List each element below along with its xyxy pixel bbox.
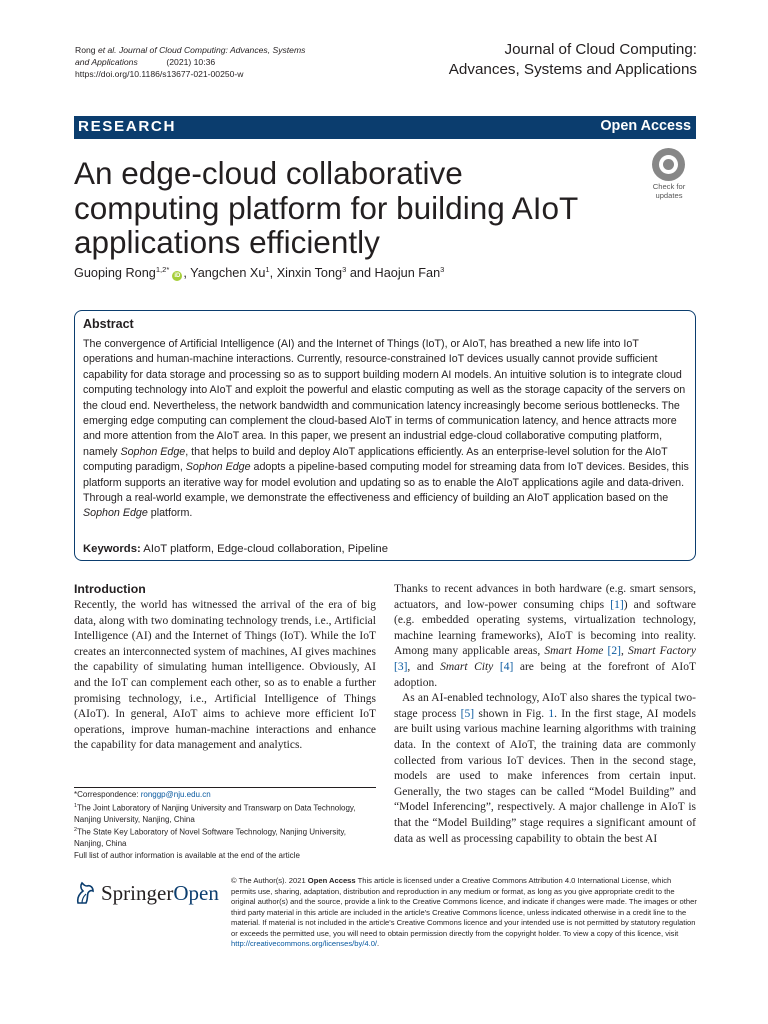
citation-etal: et al. <box>97 45 117 55</box>
abstract-heading: Abstract <box>83 317 134 331</box>
journal-name-line-2: Advances, Systems and Applications <box>448 61 697 78</box>
keywords-line <box>83 543 388 555</box>
author-affiliation-sup: 3 <box>440 265 445 274</box>
author-name[interactable]: Guoping Rong <box>74 266 156 281</box>
journal-name-line-1: Journal of Cloud Computing: <box>504 41 697 58</box>
abstract-text: The convergence of Artificial Intelligence (AI) and the Internet of Things (IoT), or AIoT, has breathed a new life into IoT operations and human-machine interactions. Currently, resource-constrained IoT devices usually cannot provide sufficient capability for data storage and processing so as to support building modern AI models. An intuitive solution is to integrate cloud computing technology into AIoT and exploit the powerful and elastic computing as well as the storage capacity of the servers on the cloud end. Nevertheless, the network bandwidth and communication latency increasingly become serious bottlenecks. The emerging edge computing can complement the cloud-based AIoT in terms of communication latency, and hence attracts more and more attention from the AIoT area. In this paper, we present an industrial edge-cloud collaborative computing platform, namely Sophon Edge, that helps to build and deploy AIoT applications efficiently. As an enterprise-level solution for the AIoT computing paradigm, Sophon Edge adopts a pipeline-based computing model for streaming data from IoT devices. Besides, this platform supports an iterative way for model evolution and updating so as to enable the AIoT applications agile and data-driven. Through a real-world example, we demonstrate the effectiveness and efficiency of building an AIoT application based on the Sophon Edge platform. <box>83 338 689 520</box>
paragraph: Thanks to recent advances in both hardware (e.g. smart sensors, actuators, and low-power consuming chips [1]) and software (e.g. embedded operating systems, virtualization technology, machine learning frameworks), AIoT is becoming into reality. Among many applicable areas, Smart Home [2], Smart Factory [3], and Smart City [4] are being at the forefront of AIoT adoption. <box>394 583 696 689</box>
figure-link[interactable]: 1 <box>548 707 555 720</box>
author-name[interactable]: Xinxin Tong <box>276 266 343 281</box>
check-badge-line-1: Check for <box>652 182 686 191</box>
author-separator: , <box>269 266 277 281</box>
footnotes <box>74 789 376 861</box>
author-name[interactable]: Yangchen Xu <box>190 266 266 281</box>
license-link[interactable]: http://creativecommons.org/licenses/by/4.0/ <box>231 939 378 948</box>
article-type-banner <box>74 116 696 139</box>
citation-journal-2: and Applications <box>75 57 138 68</box>
article-title: An edge-cloud collaborative computing platform for building AIoT applications efficiently <box>74 155 578 260</box>
citation-year-volume: (2021) 10:36 <box>166 57 216 68</box>
citation-journal: Journal of Cloud Computing: Advances, Systems <box>118 45 306 55</box>
open-wordmark: Open <box>173 881 219 905</box>
check-for-updates-icon <box>652 148 685 181</box>
citation-line-1 <box>75 44 375 56</box>
reference-link[interactable]: [3] <box>394 660 408 673</box>
author-info-note: Full list of author information is available at the end of the article <box>74 850 300 860</box>
introduction-right-column <box>394 582 696 847</box>
springer-horse-icon <box>74 880 96 906</box>
abstract-box <box>74 310 696 561</box>
author-name[interactable]: Haojun Fan <box>374 266 441 281</box>
springer-open-logo[interactable] <box>74 876 224 910</box>
check-badge-line-2: updates <box>655 191 683 200</box>
journal-name <box>449 40 697 80</box>
author-list <box>74 265 634 281</box>
license-statement: © The Author(s). 2021 Open Access This article is licensed under a Creative Commons Attribution 4.0 International License, which permits use, sharing, adaptation, distribution and reproduction in any medium or format, as long as you give appropriate credit to the original author(s) and the source, provide a link to the Creative Commons licence, and indicate if changes were made. The images or other third party material in this article are included in the article's Creative Commons licence, unless indicated otherwise in a credit line to the material. If material is not included in the article's Creative Commons licence and your intended use is not permitted by statutory regulation or exceeds the permitted use, you will need to obtain permission directly from the copyright holder. To view a copy of this licence, visit http://creativecommons.org/licenses/by/4.0/. <box>231 876 697 948</box>
author-separator: , <box>183 266 191 281</box>
affiliation-1: $^1$The Joint Laboratory of Nanjing University and Transwarp on Data Technology, Nanjing University, Nanjing, China <box>74 802 356 824</box>
citation-block <box>75 44 375 81</box>
springer-wordmark: Springer <box>101 881 174 905</box>
citation-doi-link[interactable]: https://doi.org/10.1186/s13677-021-00250-w <box>75 69 244 80</box>
keywords-list: AIoT platform, Edge-cloud collaboration, Pipeline <box>143 543 388 555</box>
article-type-label: RESEARCH <box>78 118 177 135</box>
author-affiliation-sup: 1,2* <box>155 265 170 274</box>
author-separator: and <box>346 266 375 281</box>
reference-link[interactable]: [5] <box>460 707 475 720</box>
correspondence-email-link[interactable]: ronggp@nju.edu.cn <box>140 790 211 799</box>
correspondence: *Correspondence: ronggp@nju.edu.cn <box>74 790 211 799</box>
keywords-label: Keywords: <box>83 543 141 555</box>
author-affiliation-sup: 1 <box>265 265 270 274</box>
reference-link[interactable]: [2] <box>607 645 621 658</box>
paragraph: As an AI-enabled technology, AIoT also shares the typical two-stage process [5] shown in Fig. 1. In the first stage, AI models are built using various machine learning algorithms with training data. In the context of AIoT, the training data are commonly collected from various IoT devices. Then in the second stage, models are used to make inferences from certain input. Generally, the two stages can be called “Model Building” and “Model Inferencing”, respectively. A major challenge in AIoT is that the “Model Building” stage requires a significant amount of data as well as processing capability to obtain the best AI <box>394 692 696 845</box>
affiliation-2: $^2$The State Key Laboratory of Novel Software Technology, Nanjing University, Nanjing, China <box>74 827 347 849</box>
author-affiliation-sup: 3 <box>342 265 347 274</box>
open-access-label: Open Access <box>600 118 691 134</box>
reference-link[interactable]: [1] <box>610 598 624 611</box>
introduction-heading: Introduction <box>74 582 146 596</box>
citation-author: Rong <box>75 45 96 55</box>
check-for-updates-badge[interactable] <box>642 148 696 204</box>
introduction-left-column: Recently, the world has witnessed the arrival of the era of big data, along with two dominating technology trends, i.e., Artificial Intelligence (AI) and the Internet of Things (IoT). While the IoT creates an interconnected system of machines, AI gives machines the capability of simulating human intelligence. Obviously, AI and the IoT can complement each other, so as to enable a further promising technology, i.e., Artificial Intelligence of Things (AIoT). In general, AIoT aims to achieve more efficient IoT operations, improve human-machine interactions and enhance the capability for data management and analytics. <box>74 599 376 752</box>
reference-link[interactable]: [4] <box>499 660 514 673</box>
orcid-icon[interactable]: iD <box>174 273 181 280</box>
citation-line-2 <box>75 56 375 68</box>
footnote-divider <box>74 787 376 788</box>
